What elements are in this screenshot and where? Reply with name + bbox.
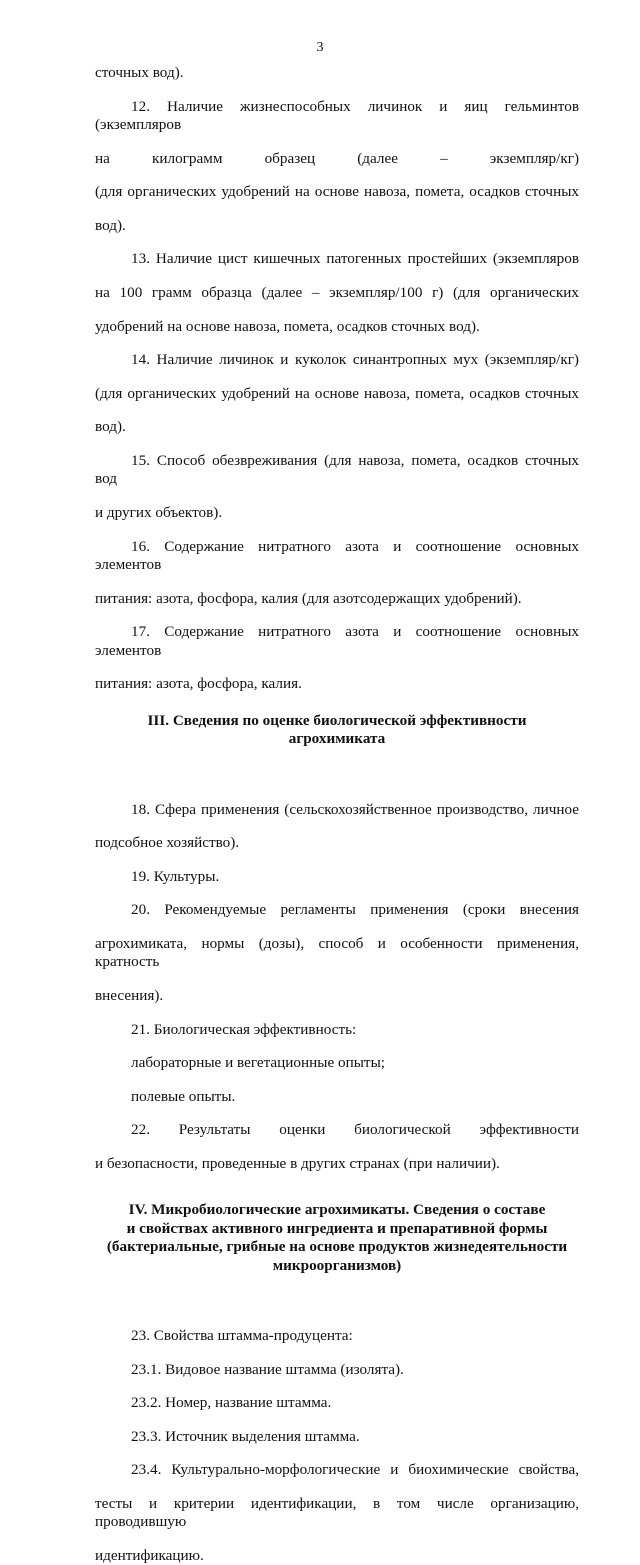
item-18-line-2: подсобное хозяйство).: [95, 834, 240, 852]
item-14-line-1: 14. Наличие личинок и куколок синантропных мух (экземпляр/кг): [131, 351, 579, 369]
section-3-heading-line-1: III. Сведения по оценке биологической эффективности: [147, 711, 527, 729]
item-22-line-1: 22. Результаты оценки биологической эффективности: [131, 1121, 579, 1139]
item-23-3: 23.3. Источник выделения штамма.: [131, 1427, 360, 1445]
text-line: сточных вод).: [95, 64, 184, 81]
item-21-sub-2: полевые опыты.: [131, 1087, 236, 1105]
section-4-heading-line-2: и свойствах активного ингредиента и препаративной формы: [126, 1219, 548, 1237]
item-23: 23. Свойства штамма-продуцента:: [131, 1327, 353, 1345]
section-3-heading-line-2: агрохимиката: [288, 729, 386, 747]
item-23-4-line-2: тесты и критерии идентификации, в том числе организацию, проводившую: [95, 1495, 579, 1531]
item-15-line-2: и других объектов).: [95, 503, 223, 521]
item-13-line-1: 13. Наличие цист кишечных патогенных простейших (экземпляров: [131, 250, 579, 268]
section-4-heading-line-1: IV. Микробиологические агрохимикаты. Сведения о составе: [128, 1201, 546, 1219]
item-23-1: 23.1. Видовое название штамма (изолята).: [131, 1360, 404, 1378]
item-23-4-line-1: 23.4. Культурально-морфологические и биохимические свойства,: [131, 1461, 579, 1479]
item-13-line-2: на 100 грамм образца (далее – экземпляр/100 г) (для органических: [95, 283, 579, 301]
item-12-line-1: 12. Наличие жизнеспособных личинок и яиц гельминтов (экземпляров: [95, 97, 579, 133]
item-14-line-3: вод).: [95, 418, 126, 436]
item-21: 21. Биологическая эффективность:: [131, 1020, 357, 1038]
section-4-heading-line-4: микроорганизмов): [272, 1256, 402, 1274]
item-16-line-1: 16. Содержание нитратного азота и соотношение основных элементов: [95, 537, 579, 573]
page-content: [95, 64, 579, 1565]
item-20-line-3: внесения).: [95, 986, 164, 1004]
item-18-line-1: 18. Сфера применения (сельскохозяйственное производство, личное: [131, 800, 579, 818]
item-14-line-2: (для органических удобрений на основе навоза, помета, осадков сточных: [95, 384, 579, 402]
item-12-line-2: на килограмм образец (далее – экземпляр/кг): [95, 149, 579, 167]
item-15-line-1: 15. Способ обезвреживания (для навоза, помета, осадков сточных вод: [95, 451, 579, 488]
item-12-line-4: вод).: [95, 216, 126, 234]
section-4-heading-line-3: (бактериальные, грибные на основе продуктов жизнедеятельности: [106, 1238, 568, 1256]
item-17-line-1: 17. Содержание нитратного азота и соотношение основных элементов: [95, 623, 579, 659]
item-21-sub-1: лабораторные и вегетационные опыты;: [131, 1054, 385, 1072]
item-20-line-1: 20. Рекомендуемые регламенты применения (сроки внесения: [131, 901, 579, 919]
item-17-line-2: питания: азота, фосфора, калия.: [95, 675, 302, 693]
item-16-line-2: питания: азота, фосфора, калия (для азотсодержащих удобрений).: [95, 589, 522, 607]
item-23-4-line-3: идентификацию.: [95, 1547, 204, 1565]
item-23-2: 23.2. Номер, название штамма.: [131, 1394, 332, 1412]
item-20-line-2: агрохимиката, нормы (дозы), способ и особенности применения, кратность: [95, 934, 579, 971]
item-13-line-3: удобрений на основе навоза, помета, осадков сточных вод).: [95, 317, 480, 335]
item-12-line-3: (для органических удобрений на основе навоза, помета, осадков сточных: [95, 183, 579, 201]
page-number: 3: [316, 40, 324, 55]
item-22-line-2: и безопасности, проведенные в других странах (при наличии).: [95, 1154, 500, 1172]
item-19: 19. Культуры.: [131, 867, 220, 885]
